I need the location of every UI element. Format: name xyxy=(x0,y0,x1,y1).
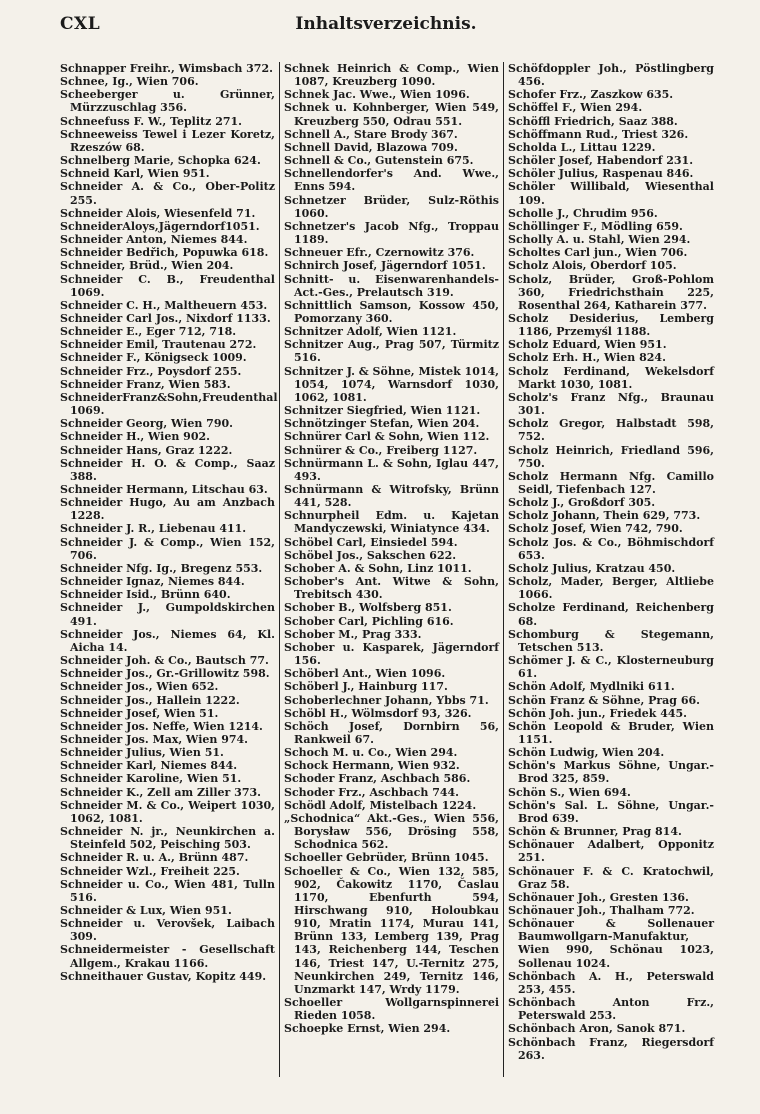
index-entry: Schneeweiss Tewel i Lezer Koretz, Rzeszów 68. xyxy=(60,127,275,154)
index-entry: Schnötzinger Stefan, Wien 204. xyxy=(284,417,480,431)
index-entry: Scholz J., Großdorf 305. xyxy=(508,496,656,510)
index-entry: Schneider M. & Co., Weipert 1030, 1062, 1081. xyxy=(60,798,275,825)
index-entry: Scholz Alois, Oberdorf 105. xyxy=(508,259,677,273)
index-entry: Schnelberg Marie, Schopka 624. xyxy=(60,154,261,168)
index-entry: Schnee, Ig., Wien 706. xyxy=(60,75,199,89)
index-entry: Schön Franz & Söhne, Prag 66. xyxy=(508,693,700,707)
index-entry: Schober Carl, Pichling 616. xyxy=(284,614,454,628)
index-entry: Schoeller Gebrüder, Brünn 1045. xyxy=(284,851,489,865)
index-entry: Schön's Markus Söhne, Ungar.-Brod 325, 859. xyxy=(508,759,714,786)
index-entry: Schneider E., Eger 712, 718. xyxy=(60,325,237,339)
index-entry: Scholle J., Chrudim 956. xyxy=(508,206,658,220)
index-entry: Schöler Willibald, Wiesenthal 109. xyxy=(508,180,714,207)
index-entry: Schnellendorfer's And. Wwe., Enns 594. xyxy=(284,167,499,194)
index-entry: Schneider Karl, Niemes 844. xyxy=(60,759,238,773)
index-entry: Schnell & Co., Gutenstein 675. xyxy=(284,154,474,168)
index-entry: Schnitzer Adolf, Wien 1121. xyxy=(284,325,457,339)
index-entry: Scholtes Carl jun., Wien 706. xyxy=(508,246,688,260)
index-entry: Schönbach Anton Frz., Peterswald 253. xyxy=(508,996,714,1023)
index-entry: Scholze Ferdinand, Reichenberg 68. xyxy=(508,601,714,628)
index-entry: Schneider Isid., Brünn 640. xyxy=(60,588,231,602)
index-entry: Schneider H., Wien 902. xyxy=(60,430,210,444)
index-entry: Schneider Jos. Neffe, Wien 1214. xyxy=(60,719,263,733)
index-entry: Schön Leopold & Bruder, Wien 1151. xyxy=(508,719,714,746)
index-entry: Scholz Hermann Nfg. Camillo Seidl, Tiefenbach 127. xyxy=(508,469,714,496)
index-entry: Schneider H. O. & Comp., Saaz 388. xyxy=(60,456,275,483)
index-entry: Schneuer Efr., Czernowitz 376. xyxy=(284,246,475,260)
index-entry: Schönauer F. & C. Kratochwil, Graz 58. xyxy=(508,864,714,891)
index-entry: Schneider Joh. & Co., Bautsch 77. xyxy=(60,654,269,668)
index-entry: Schöbel Carl, Einsiedel 594. xyxy=(284,535,458,549)
index-entry: Schneid Karl, Wien 951. xyxy=(60,167,210,181)
index-entry: Schnirch Josef, Jägerndorf 1051. xyxy=(284,259,486,273)
index-entry: Schnurpheil Edm. u. Kajetan Mandyczewski, Winiatynce 434. xyxy=(284,509,499,536)
index-entry: Schnek Heinrich & Comp., Wien 1087, Kreuzberg 1090. xyxy=(284,62,499,89)
index-entry: Schober B., Wolfsberg 851. xyxy=(284,601,452,615)
index-entry: Schneider K., Zell am Ziller 373. xyxy=(60,785,261,799)
index-entry: Schöberl J., Hainburg 117. xyxy=(284,680,448,694)
index-entry: Schneider Jos., Wien 652. xyxy=(60,680,219,694)
index-entry: Schneider, Brüd., Wien 204. xyxy=(60,259,234,273)
index-entry: Schock Hermann, Wien 932. xyxy=(284,759,460,773)
index-entry: Schnürer Carl & Sohn, Wien 112. xyxy=(284,430,490,444)
index-entry: Scheeberger u. Grünner, Mürzzuschlag 356. xyxy=(60,88,275,115)
index-entry: Schnittlich Samson, Kossow 450, Pomorzany 360. xyxy=(284,298,499,325)
index-column-2 xyxy=(284,62,499,1062)
index-entry: Schnetzer's Jacob Nfg., Troppau 1189. xyxy=(284,219,499,247)
index-entry: Schöllinger F., Mödling 659. xyxy=(508,219,683,233)
index-entry: Scholz Julius, Kratzau 450. xyxy=(508,561,676,575)
index-entry: Schneider Jos., Hallein 1222. xyxy=(60,693,240,707)
index-entry: Scholz, Brüder, Groß-Pohlom 360, Friedrichsthain 225, Rosenthal 264, Katharein 377. xyxy=(508,272,714,312)
index-entry: Schneider R. u. A., Brünn 487. xyxy=(60,851,249,865)
index-entry: Schnitzer Siegfried, Wien 1121. xyxy=(284,404,481,418)
index-entry: Schön S., Wien 694. xyxy=(508,785,631,799)
index-entry: Schön Joh. jun., Friedek 445. xyxy=(508,706,687,720)
index-entry: Schneider C. H., Maltheuern 453. xyxy=(60,298,268,312)
index-entry: Schneider Bedřich, Popuwka 618. xyxy=(60,246,269,260)
index-entry: Schober's Ant. Witwe & Sohn, Trebitsch 430. xyxy=(284,575,499,602)
index-entry: Schöler Julius, Raspenau 846. xyxy=(508,167,694,181)
index-entry: Schön Ludwig, Wien 204. xyxy=(508,746,665,760)
index-entry: Schneider Karoline, Wien 51. xyxy=(60,772,242,786)
index-entry: Schönauer & Sollenauer Baumwollgarn-Manufaktur, Wien 990, Schönau 1023, Sollenau 1024. xyxy=(508,917,714,970)
index-entry: Schönbach Aron, Sanok 871. xyxy=(508,1022,686,1036)
index-entry: Schneider J. R., Liebenau 411. xyxy=(60,522,247,536)
index-entry: Schneider Hans, Graz 1222. xyxy=(60,443,233,457)
index-entry: Scholda L., Littau 1229. xyxy=(508,140,656,154)
index-entry: Schoder Franz, Aschbach 586. xyxy=(284,772,471,786)
index-entry: Schneider u. Co., Wien 481, Tulln 516. xyxy=(60,877,275,904)
index-entry: Schomburg & Stegemann, Tetschen 513. xyxy=(508,627,714,654)
index-entry: Schneefuss F. W., Teplitz 271. xyxy=(60,114,242,128)
index-entry: Schoch M. u. Co., Wien 294. xyxy=(284,746,458,760)
index-entry: Schnitzer J. & Söhne, Mistek 1014, 1054, 1074, Warnsdorf 1030, 1062, 1081. xyxy=(284,364,499,404)
index-entry: Scholz Erh. H., Wien 824. xyxy=(508,351,666,365)
index-entry: Schoder Frz., Aschbach 744. xyxy=(284,785,459,799)
index-entry: Schneider Julius, Wien 51. xyxy=(60,746,224,760)
index-entry: Schofer Frz., Zaszkow 635. xyxy=(508,88,674,102)
index-entry: Schöler Josef, Habendorf 231. xyxy=(508,154,694,168)
index-entry: Schneider Frz., Poysdorf 255. xyxy=(60,364,242,378)
index-entry: Schneider J. & Comp., Wien 152, 706. xyxy=(60,535,275,562)
index-entry: SchneiderAloys,Jägerndorf1051. xyxy=(60,219,260,233)
index-entry: Schnitt- u. Eisenwarenhandels-Act.-Ges., Prelautsch 319. xyxy=(284,272,499,299)
index-entry: Schneider Josef, Wien 51. xyxy=(60,706,219,720)
index-entry: Schnell A., Stare Brody 367. xyxy=(284,127,458,141)
index-entry: Schneider & Lux, Wien 951. xyxy=(60,904,232,917)
index-entry: Scholz Desiderius, Lemberg 1186, Przemyśl 1188. xyxy=(508,311,714,339)
index-entry: Schoberlechner Johann, Ybbs 71. xyxy=(284,693,489,707)
index-entry: Schönauer Adalbert, Opponitz 251. xyxy=(508,838,714,865)
index-entry: Schober M., Prag 333. xyxy=(284,627,422,641)
index-entry: Schnetzer Brüder, Sulz-Röthis 1060. xyxy=(284,193,499,220)
index-entry: Scholz Ferdinand, Wekelsdorf Markt 1030, 1081. xyxy=(508,364,714,391)
index-entry: SchneiderFranz&Sohn,Freudenthal 1069. xyxy=(60,390,278,418)
index-entry: Schöfdoppler Joh., Pöstlingberg 456. xyxy=(508,62,714,89)
index-entry: Schneider Emil, Trautenau 272. xyxy=(60,338,257,352)
index-entry: Schneider A. & Co., Ober-Politz 255. xyxy=(60,180,275,207)
index-entry: Scholz Gregor, Halbstadt 598, 752. xyxy=(508,417,714,444)
index-entry: Schoepke Ernst, Wien 294. xyxy=(284,1022,451,1036)
page-header xyxy=(60,14,712,36)
index-columns xyxy=(60,62,712,1062)
index-entry: Schneider u. Verovšek, Laibach 309. xyxy=(60,917,275,944)
index-entry: Schnell David, Blazowa 709. xyxy=(284,140,458,154)
index-entry: Schneider J., Gumpoldskirchen 491. xyxy=(60,601,275,628)
index-entry: Scholz, Mader, Berger, Altliebe 1066. xyxy=(508,575,714,602)
index-entry: Scholz Heinrich, Friedland 596, 750. xyxy=(508,443,714,470)
index-entry: Schneidermeister - Gesellschaft Allgem., Krakau 1166. xyxy=(60,943,275,970)
index-entry: Schneider Wzl., Freiheit 225. xyxy=(60,864,240,878)
index-column-1 xyxy=(60,62,278,1062)
index-entry: Schön Adolf, Mydlniki 611. xyxy=(508,680,675,694)
index-entry: Schneider Hugo, Au am Anzbach 1228. xyxy=(60,496,275,523)
page-number: CXL xyxy=(60,14,101,34)
index-entry: Schneider F., Königseck 1009. xyxy=(60,351,247,365)
index-entry: Schnapper Freihr., Wimsbach 372. xyxy=(60,62,273,75)
running-title: Inhaltsverzeichnis. xyxy=(295,14,477,34)
index-entry: Scholz Jos. & Co., Böhmischdorf 653. xyxy=(508,535,714,562)
index-entry: Schneithauer Gustav, Kopitz 449. xyxy=(60,969,267,983)
index-entry: Scholly A. u. Stahl, Wien 294. xyxy=(508,233,691,247)
index-entry: Schneider Jos., Niemes 64, Kl. Aicha 14. xyxy=(60,627,275,654)
index-entry: Schoeller & Co., Wien 132, 585, 902, Čakowitz 1170, Časlau 1170, Ebenfurth 594, Hirschwang 910, Holoubkau 910, Mratin 1174, Murau 141, Brünn 133, Lemberg 139, Prag 143, Reichenberg 144, Teschen 146, Triest 147, U.-Ternitz 275, Neunkirchen 249, Ternitz 146, Unzmarkt 147, Wrdy 1179. xyxy=(284,864,499,996)
index-entry: Schöffmann Rud., Triest 326. xyxy=(508,127,689,141)
index-entry: Schnek Jac. Wwe., Wien 1096. xyxy=(284,88,470,102)
index-entry: Schöberl Ant., Wien 1096. xyxy=(284,667,446,681)
index-entry: Schönauer Joh., Thalham 772. xyxy=(508,904,695,917)
index-entry: Schöffel F., Wien 294. xyxy=(508,101,643,115)
index-entry: Schneider Ignaz, Niemes 844. xyxy=(60,575,245,589)
index-entry: Schneider Jos., Gr.-Grillowitz 598. xyxy=(60,667,270,681)
index-entry: Scholz Josef, Wien 742, 790. xyxy=(508,522,683,536)
index-entry: Schöbel Jos., Sakschen 622. xyxy=(284,548,457,562)
index-entry: Schnürer & Co., Freiberg 1127. xyxy=(284,443,478,457)
index-entry: Schober A. & Sohn, Linz 1011. xyxy=(284,561,472,575)
index-entry: Schöbl H., Wölmsdorf 93, 326. xyxy=(284,706,472,720)
index-entry: Schneider Carl Jos., Nixdorf 1133. xyxy=(60,311,271,325)
index-entry: Schneider N. jr., Neunkirchen a. Steinfeld 502, Peisching 503. xyxy=(60,825,275,852)
index-entry: Schneider Alois, Wiesenfeld 71. xyxy=(60,206,256,220)
index-entry: Scholz Johann, Thein 629, 773. xyxy=(508,509,701,523)
index-entry: Schön & Brunner, Prag 814. xyxy=(508,825,682,839)
index-entry: Schömer J. & C., Klosterneuburg 61. xyxy=(508,654,714,681)
index-entry: Schneider Hermann, Litschau 63. xyxy=(60,483,268,496)
index-entry: Schödl Adolf, Mistelbach 1224. xyxy=(284,798,477,812)
index-entry: Scholz Eduard, Wien 951. xyxy=(508,338,667,352)
index-entry: Schneider C. B., Freudenthal 1069. xyxy=(60,272,275,299)
index-entry: Schneider Anton, Niemes 844. xyxy=(60,233,248,247)
index-entry: Schönbach Franz, Riegersdorf 263. xyxy=(508,1035,714,1062)
index-entry: Schönauer Joh., Gresten 136. xyxy=(508,890,689,904)
index-entry: Scholz's Franz Nfg., Braunau 301. xyxy=(508,390,714,418)
index-entry: Schnürmann & Witrofsky, Brünn 441, 528. xyxy=(284,483,499,510)
index-entry: Schneider Nfg. Ig., Bregenz 553. xyxy=(60,561,263,575)
index-entry: Schneider Georg, Wien 790. xyxy=(60,417,233,431)
index-entry: Schneider Jos. Max, Wien 974. xyxy=(60,732,248,746)
index-entry: Schöffl Friedrich, Saaz 388. xyxy=(508,114,678,128)
index-entry: Schoeller Wollgarnspinnerei Rieden 1058. xyxy=(284,996,499,1023)
index-entry: Schnitzer Aug., Prag 507, Türmitz 516. xyxy=(284,338,499,365)
index-entry: Schnek u. Kohnberger, Wien 549, Kreuzberg 550, Odrau 551. xyxy=(284,101,499,128)
index-entry: Schöch Josef, Dornbirn 56, Rankweil 67. xyxy=(284,719,499,746)
index-column-3 xyxy=(508,62,714,1062)
index-entry: Schönbach A. H., Peterswald 253, 455. xyxy=(508,969,714,996)
index-entry: Schober u. Kasparek, Jägerndorf 156. xyxy=(284,640,499,668)
index-entry: Schnürmann L. & Sohn, Iglau 447, 493. xyxy=(284,456,499,483)
index-entry: „Schodnica“ Akt.-Ges., Wien 556, Borysław 556, Drösing 558, Schodnica 562. xyxy=(284,811,499,852)
index-entry: Schneider Franz, Wien 583. xyxy=(60,377,231,391)
index-entry: Schön's Sal. L. Söhne, Ungar.-Brod 639. xyxy=(508,798,714,825)
